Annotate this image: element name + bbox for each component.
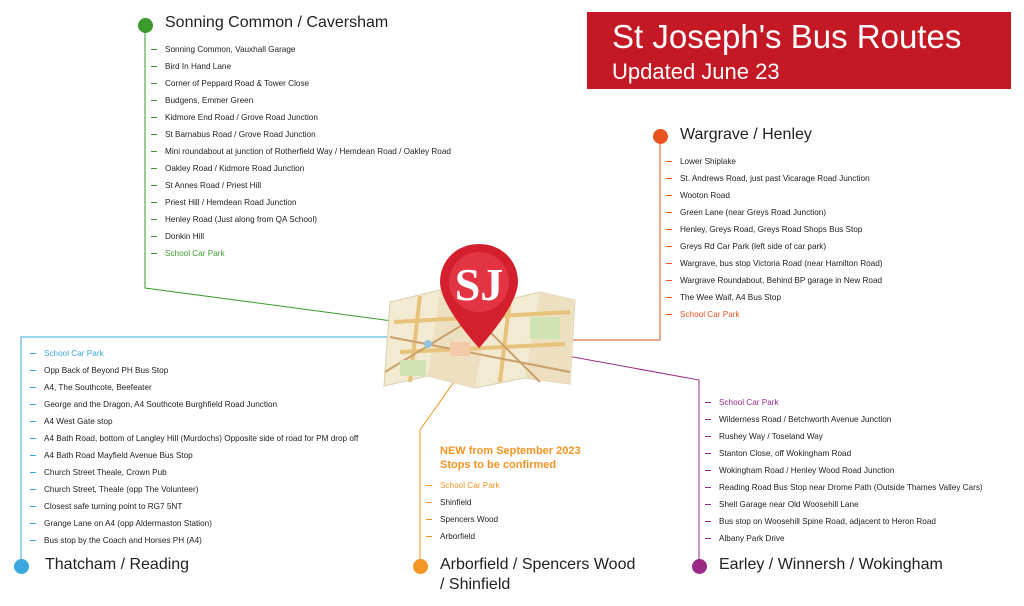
stop-label: School Car Park [440, 481, 500, 490]
sonning-stop-5 [151, 109, 451, 126]
stop-label: Greys Rd Car Park (left side of car park) [680, 242, 827, 251]
stop-label: Albany Park Drive [719, 534, 785, 543]
stop-dash-icon [30, 353, 36, 354]
stop-dash-icon [666, 195, 672, 196]
sonning-stop-8 [151, 160, 451, 177]
stop-label: School Car Park [165, 249, 225, 258]
arborfield-confirm-note: Stops to be confirmed [440, 459, 557, 471]
stop-label: Wooton Road [680, 191, 730, 200]
stop-dash-icon [705, 436, 711, 437]
stop-dash-icon [705, 521, 711, 522]
stop-label: Wargrave, bus stop Victoria Road (near Hamilton Road) [680, 259, 883, 268]
stop-dash-icon [666, 314, 672, 315]
stop-label: A4 Bath Road, bottom of Langley Hill (Murdochs) Opposite side of road for PM drop off [44, 434, 359, 443]
stop-dash-icon [666, 229, 672, 230]
stop-dash-icon [666, 178, 672, 179]
stop-label: Stanton Close, off Wokingham Road [719, 449, 852, 458]
stop-label: Oakley Road / Kidmore Road Junction [165, 164, 305, 173]
stop-dash-icon [30, 438, 36, 439]
stop-dash-icon [151, 185, 157, 186]
stop-dash-icon [30, 506, 36, 507]
stop-dash-icon [426, 519, 432, 520]
stop-label: Spencers Wood [440, 515, 499, 524]
stop-label: Wokingham Road / Henley Wood Road Junction [719, 466, 895, 475]
thatcham-stop-1 [30, 345, 358, 362]
stop-dash-icon [705, 538, 711, 539]
wargrave-route-title: Wargrave / Henley [680, 126, 812, 143]
pin-monogram: SJ [454, 259, 504, 310]
sonning-stop-2 [151, 58, 451, 75]
earley-stop-1 [705, 394, 983, 411]
sonning-stop-12 [151, 228, 451, 245]
stop-label: Church Street Theale, Crown Pub [44, 468, 167, 477]
earley-stop-list [705, 394, 983, 547]
stop-label: A4 Bath Road Mayfield Avenue Bus Stop [44, 451, 193, 460]
thatcham-stop-4 [30, 396, 358, 413]
stop-dash-icon [151, 236, 157, 237]
sonning-route-dot [138, 18, 153, 33]
stop-dash-icon [151, 83, 157, 84]
earley-stop-8 [705, 513, 983, 530]
stop-label: Rushey Way / Toseland Way [719, 432, 823, 441]
stop-label: Sonning Common, Vauxhall Garage [165, 45, 296, 54]
stop-dash-icon [666, 246, 672, 247]
arborfield-route-dot [413, 559, 428, 574]
stop-dash-icon [666, 212, 672, 213]
stop-label: Henley Road (Just along from QA School) [165, 215, 317, 224]
stop-dash-icon [705, 402, 711, 403]
arborfield-stop-1 [426, 477, 500, 494]
sonning-stop-6 [151, 126, 451, 143]
stop-dash-icon [666, 263, 672, 264]
thatcham-stop-list [30, 345, 358, 549]
stop-dash-icon [30, 387, 36, 388]
stop-label: The Wee Waif, A4 Bus Stop [680, 293, 782, 302]
stop-label: Budgens, Emmer Green [165, 96, 254, 105]
sonning-stop-7 [151, 143, 451, 160]
stop-dash-icon [705, 504, 711, 505]
stop-dash-icon [151, 117, 157, 118]
earley-stop-9 [705, 530, 983, 547]
stop-dash-icon [705, 470, 711, 471]
stop-label: Bird In Hand Lane [165, 62, 231, 71]
stop-label: Green Lane (near Greys Road Junction) [680, 208, 827, 217]
arborfield-route-title-line2: / Shinfield [440, 576, 511, 593]
stop-dash-icon [151, 100, 157, 101]
sonning-stop-1 [151, 41, 451, 58]
stop-dash-icon [705, 419, 711, 420]
stop-dash-icon [666, 161, 672, 162]
arborfield-route-title: Arborfield / Spencers Wood [440, 556, 636, 573]
thatcham-stop-7 [30, 447, 358, 464]
thatcham-stop-6 [30, 430, 358, 447]
stop-dash-icon [151, 66, 157, 67]
stop-label: Kidmore End Road / Grove Road Junction [165, 113, 318, 122]
stop-label: Bus stop on Woosehill Spine Road, adjacent to Heron Road [719, 517, 936, 526]
stop-dash-icon [151, 202, 157, 203]
sonning-stop-4 [151, 92, 451, 109]
stop-label: St Barnabus Road / Grove Road Junction [165, 130, 316, 139]
wargrave-stop-10 [666, 306, 883, 323]
stop-label: Bus stop by the Coach and Horses PH (A4) [44, 536, 202, 545]
stop-label: Priest Hill / Hemdean Road Junction [165, 198, 297, 207]
stop-dash-icon [151, 219, 157, 220]
stop-label: Mini roundabout at junction of Rotherfield Way / Hemdean Road / Oakley Road [165, 147, 451, 156]
wargrave-stop-3 [666, 187, 883, 204]
wargrave-stop-6 [666, 238, 883, 255]
thatcham-stop-2 [30, 362, 358, 379]
earley-stop-7 [705, 496, 983, 513]
stop-label: Shell Garage near Old Woosehill Lane [719, 500, 859, 509]
stop-dash-icon [426, 536, 432, 537]
stop-label: Wargrave Roundabout, Behind BP garage in New Road [680, 276, 883, 285]
thatcham-stop-8 [30, 464, 358, 481]
arborfield-stop-3 [426, 511, 500, 528]
sonning-stop-9 [151, 177, 451, 194]
sonning-stop-3 [151, 75, 451, 92]
stop-dash-icon [30, 421, 36, 422]
wargrave-stop-7 [666, 255, 883, 272]
stop-label: George and the Dragon, A4 Southcote Burghfield Road Junction [44, 400, 278, 409]
wargrave-stop-5 [666, 221, 883, 238]
stop-dash-icon [151, 253, 157, 254]
stop-label: Reading Road Bus Stop near Drome Path (Outside Thames Valley Cars) [719, 483, 983, 492]
arborfield-stop-2 [426, 494, 500, 511]
thatcham-stop-12 [30, 532, 358, 549]
stop-dash-icon [30, 404, 36, 405]
stop-dash-icon [666, 297, 672, 298]
stop-label: Arborfield [440, 532, 476, 541]
stop-dash-icon [30, 540, 36, 541]
stop-label: Henley, Greys Road, Greys Road Shops Bus Stop [680, 225, 863, 234]
stop-label: School Car Park [719, 398, 779, 407]
title-banner [587, 12, 1011, 89]
stop-label: St Annes Road / Priest Hill [165, 181, 262, 190]
stop-label: St. Andrews Road, just past Vicarage Road Junction [680, 174, 870, 183]
thatcham-stop-10 [30, 498, 358, 515]
banner-title: St Joseph's Bus Routes [612, 18, 962, 55]
stop-label: Closest safe turning point to RG7 5NT [44, 502, 183, 511]
stop-dash-icon [30, 455, 36, 456]
earley-route-dot [692, 559, 707, 574]
stop-dash-icon [705, 487, 711, 488]
earley-stop-2 [705, 411, 983, 428]
stop-dash-icon [426, 485, 432, 486]
sonning-stop-11 [151, 211, 451, 228]
stop-label: Donkin Hill [165, 232, 205, 241]
wargrave-stop-2 [666, 170, 883, 187]
stop-dash-icon [666, 280, 672, 281]
stop-label: Lower Shiplake [680, 157, 736, 166]
earley-stop-5 [705, 462, 983, 479]
earley-stop-4 [705, 445, 983, 462]
stop-label: Opp Back of Beyond PH Bus Stop [44, 366, 169, 375]
stop-dash-icon [151, 168, 157, 169]
thatcham-stop-3 [30, 379, 358, 396]
sonning-stop-13 [151, 245, 451, 262]
stop-dash-icon [426, 502, 432, 503]
stop-dash-icon [151, 49, 157, 50]
stop-dash-icon [151, 151, 157, 152]
stop-dash-icon [30, 523, 36, 524]
stop-dash-icon [705, 453, 711, 454]
stop-dash-icon [30, 370, 36, 371]
stop-label: Corner of Peppard Road & Tower Close [165, 79, 310, 88]
earley-stop-3 [705, 428, 983, 445]
stop-dash-icon [151, 134, 157, 135]
sonning-route-title: Sonning Common / Caversham [165, 14, 389, 31]
thatcham-stop-11 [30, 515, 358, 532]
earley-stop-6 [705, 479, 983, 496]
sonning-stop-list [151, 41, 451, 262]
earley-route-title: Earley / Winnersh / Wokingham [719, 556, 943, 573]
thatcham-route-title: Thatcham / Reading [45, 556, 190, 573]
stop-label: Shinfield [440, 498, 472, 507]
stop-label: Wilderness Road / Betchworth Avenue Junction [719, 415, 892, 424]
thatcham-stop-5 [30, 413, 358, 430]
stop-label: School Car Park [680, 310, 740, 319]
sonning-stop-10 [151, 194, 451, 211]
stop-label: A4 West Gate stop [44, 417, 113, 426]
wargrave-stop-1 [666, 153, 883, 170]
wargrave-stop-4 [666, 204, 883, 221]
wargrave-stop-8 [666, 272, 883, 289]
stop-dash-icon [30, 472, 36, 473]
wargrave-route-dot [653, 129, 668, 144]
stop-label: A4, The Southcote, Beefeater [44, 383, 152, 392]
arborfield-stop-4 [426, 528, 500, 545]
wargrave-stop-list [666, 153, 883, 323]
stop-label: Grange Lane on A4 (opp Aldermaston Station) [44, 519, 212, 528]
arborfield-new-note: NEW from September 2023 [440, 445, 581, 457]
thatcham-route-dot [14, 559, 29, 574]
arborfield-stop-list [426, 477, 500, 545]
wargrave-stop-9 [666, 289, 883, 306]
stop-label: School Car Park [44, 349, 104, 358]
thatcham-stop-9 [30, 481, 358, 498]
banner-subtitle: Updated June 23 [612, 59, 780, 84]
stop-dash-icon [30, 489, 36, 490]
stop-label: Church Street, Theale (opp The Volunteer) [44, 485, 199, 494]
